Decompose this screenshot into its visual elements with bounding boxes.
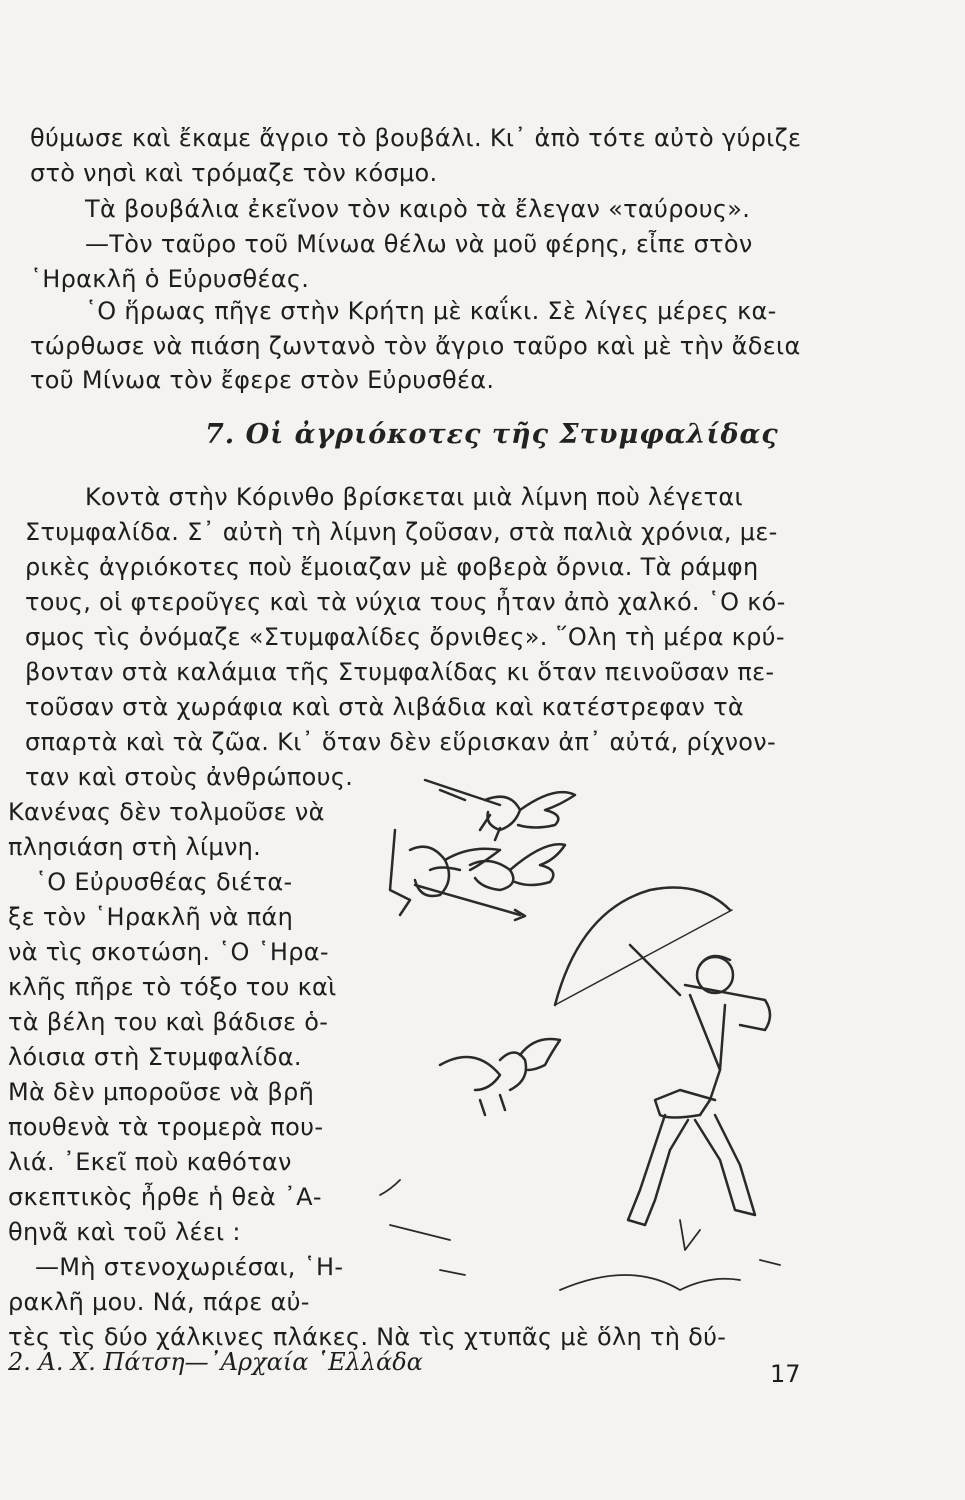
text-line: νὰ τὶς σκοτώση. ῾Ο ῾Ηρα- [8,938,329,966]
text-line: τους, οἱ φτεροῦγες καὶ τὰ νύχια τους ἦταν ἀπὸ χαλκό. ῾Ο κό- [25,588,786,616]
text-line: ταν καὶ στοὺς ἀνθρώπους. [25,763,354,791]
text-line: ῾Ηρακλῆ ὁ Εὐρυσθέας. [30,265,310,293]
text-line: Τὰ βουβάλια ἐκεῖνον τὸν καιρὸ τὰ ἔλεγαν «ταύρους». [85,195,751,223]
page-footer: 2. Α. Χ. Πάτση—᾽Αρχαία ῾Ελλάδα [8,1348,423,1376]
text-line: λιά. ᾽Εκεῖ ποὺ καθόταν [8,1148,292,1176]
text-line: πουθενὰ τὰ τρομερὰ που- [8,1113,324,1141]
bird-icon [425,780,575,840]
text-line: τὰ βέλη του καὶ βάδισε ὁ- [8,1008,329,1036]
heracles-archer-illustration [370,770,810,1320]
text-line: τοῦσαν στὰ χωράφια καὶ στὰ λιβάδια καὶ κατέστρεφαν τὰ [25,693,744,721]
text-line: ῾Ο Εὐρυσθέας διέτα- [35,868,293,896]
text-line: τώρθωσε νὰ πιάση ζωντανὸ τὸν ἄγριο ταῦρο καὶ μὲ τὴν ἄδεια [30,332,801,360]
text-line: πλησιάση στὴ λίμνη. [8,833,262,861]
bird-icon [440,1039,560,1115]
text-line: ρακλῆ μου. Νά, πάρε αὐ- [8,1288,310,1316]
text-line: τὲς τὶς δύο χάλκινες πλάκες. Νὰ τὶς χτυπᾶς μὲ ὅλη τὴ δύ- [8,1323,727,1351]
text-line: —Μὴ στενοχωριέσαι, ῾Η- [35,1253,344,1281]
text-line: σπαρτὰ καὶ τὰ ζῶα. Κι᾽ ὅταν δὲν εὕρισκαν ἀπ᾽ αὐτά, ρίχνον- [25,728,776,756]
text-line: λόισια στὴ Στυμφαλίδα. [8,1043,302,1071]
text-line: στὸ νησὶ καὶ τρόμαζε τὸν κόσμο. [30,159,438,187]
text-line: κλῆς πῆρε τὸ τόξο του καὶ [8,973,337,1001]
page-number: 17 [770,1360,801,1388]
bird-icon [390,830,500,915]
bird-icon [470,844,565,890]
text-line: —Τὸν ταῦρο τοῦ Μίνωα θέλω νὰ μοῦ φέρης, εἶπε στὸν [85,230,753,258]
text-line: Κανένας δὲν τολμοῦσε νὰ [8,798,325,826]
text-line: σμος τὶς ὀνόμαζε «Στυμφαλίδες ὄρνιθες». ῞Ολη τὴ μέρα κρύ- [25,623,785,651]
text-line: βονταν στὰ καλάμια τῆς Στυμφαλίδας κι ὅταν πεινοῦσαν πε- [25,658,775,686]
text-line: ῾Ο ἥρωας πῆγε στὴν Κρήτη μὲ καΐκι. Σὲ λίγες μέρες κα- [85,297,777,325]
text-line: Κοντὰ στὴν Κόρινθο βρίσκεται μιὰ λίμνη ποὺ λέγεται [85,483,743,511]
archer-figure [628,945,770,1225]
text-line: θύμωσε καὶ ἔκαμε ἄγριο τὸ βουβάλι. Κι᾽ ἀπὸ τότε αὐτὸ γύριζε [30,124,802,152]
text-line: Στυμφαλίδα. Σ᾽ αὐτὴ τὴ λίμνη ζοῦσαν, στὰ παλιὰ χρόνια, με- [25,518,778,546]
text-line: θηνᾶ καὶ τοῦ λέει : [8,1218,241,1246]
section-heading: 7. Οἱ ἀγριόκοτες τῆς Στυμφαλίδας [205,419,779,450]
text-line: Μὰ δὲν μποροῦσε νὰ βρῆ [8,1078,315,1106]
text-line: σκεπτικὸς ἦρθε ἡ θεὰ ᾽Α- [8,1183,322,1211]
text-line: τοῦ Μίνωα τὸν ἔφερε στὸν Εὐρυσθέα. [30,366,495,394]
text-line: ξε τὸν ῾Ηρακλῆ νὰ πάη [8,903,294,931]
text-line: ρικὲς ἀγριόκοτες ποὺ ἔμοιαζαν μὲ φοβερὰ ὄρνια. Τὰ ράμφη [25,553,759,581]
